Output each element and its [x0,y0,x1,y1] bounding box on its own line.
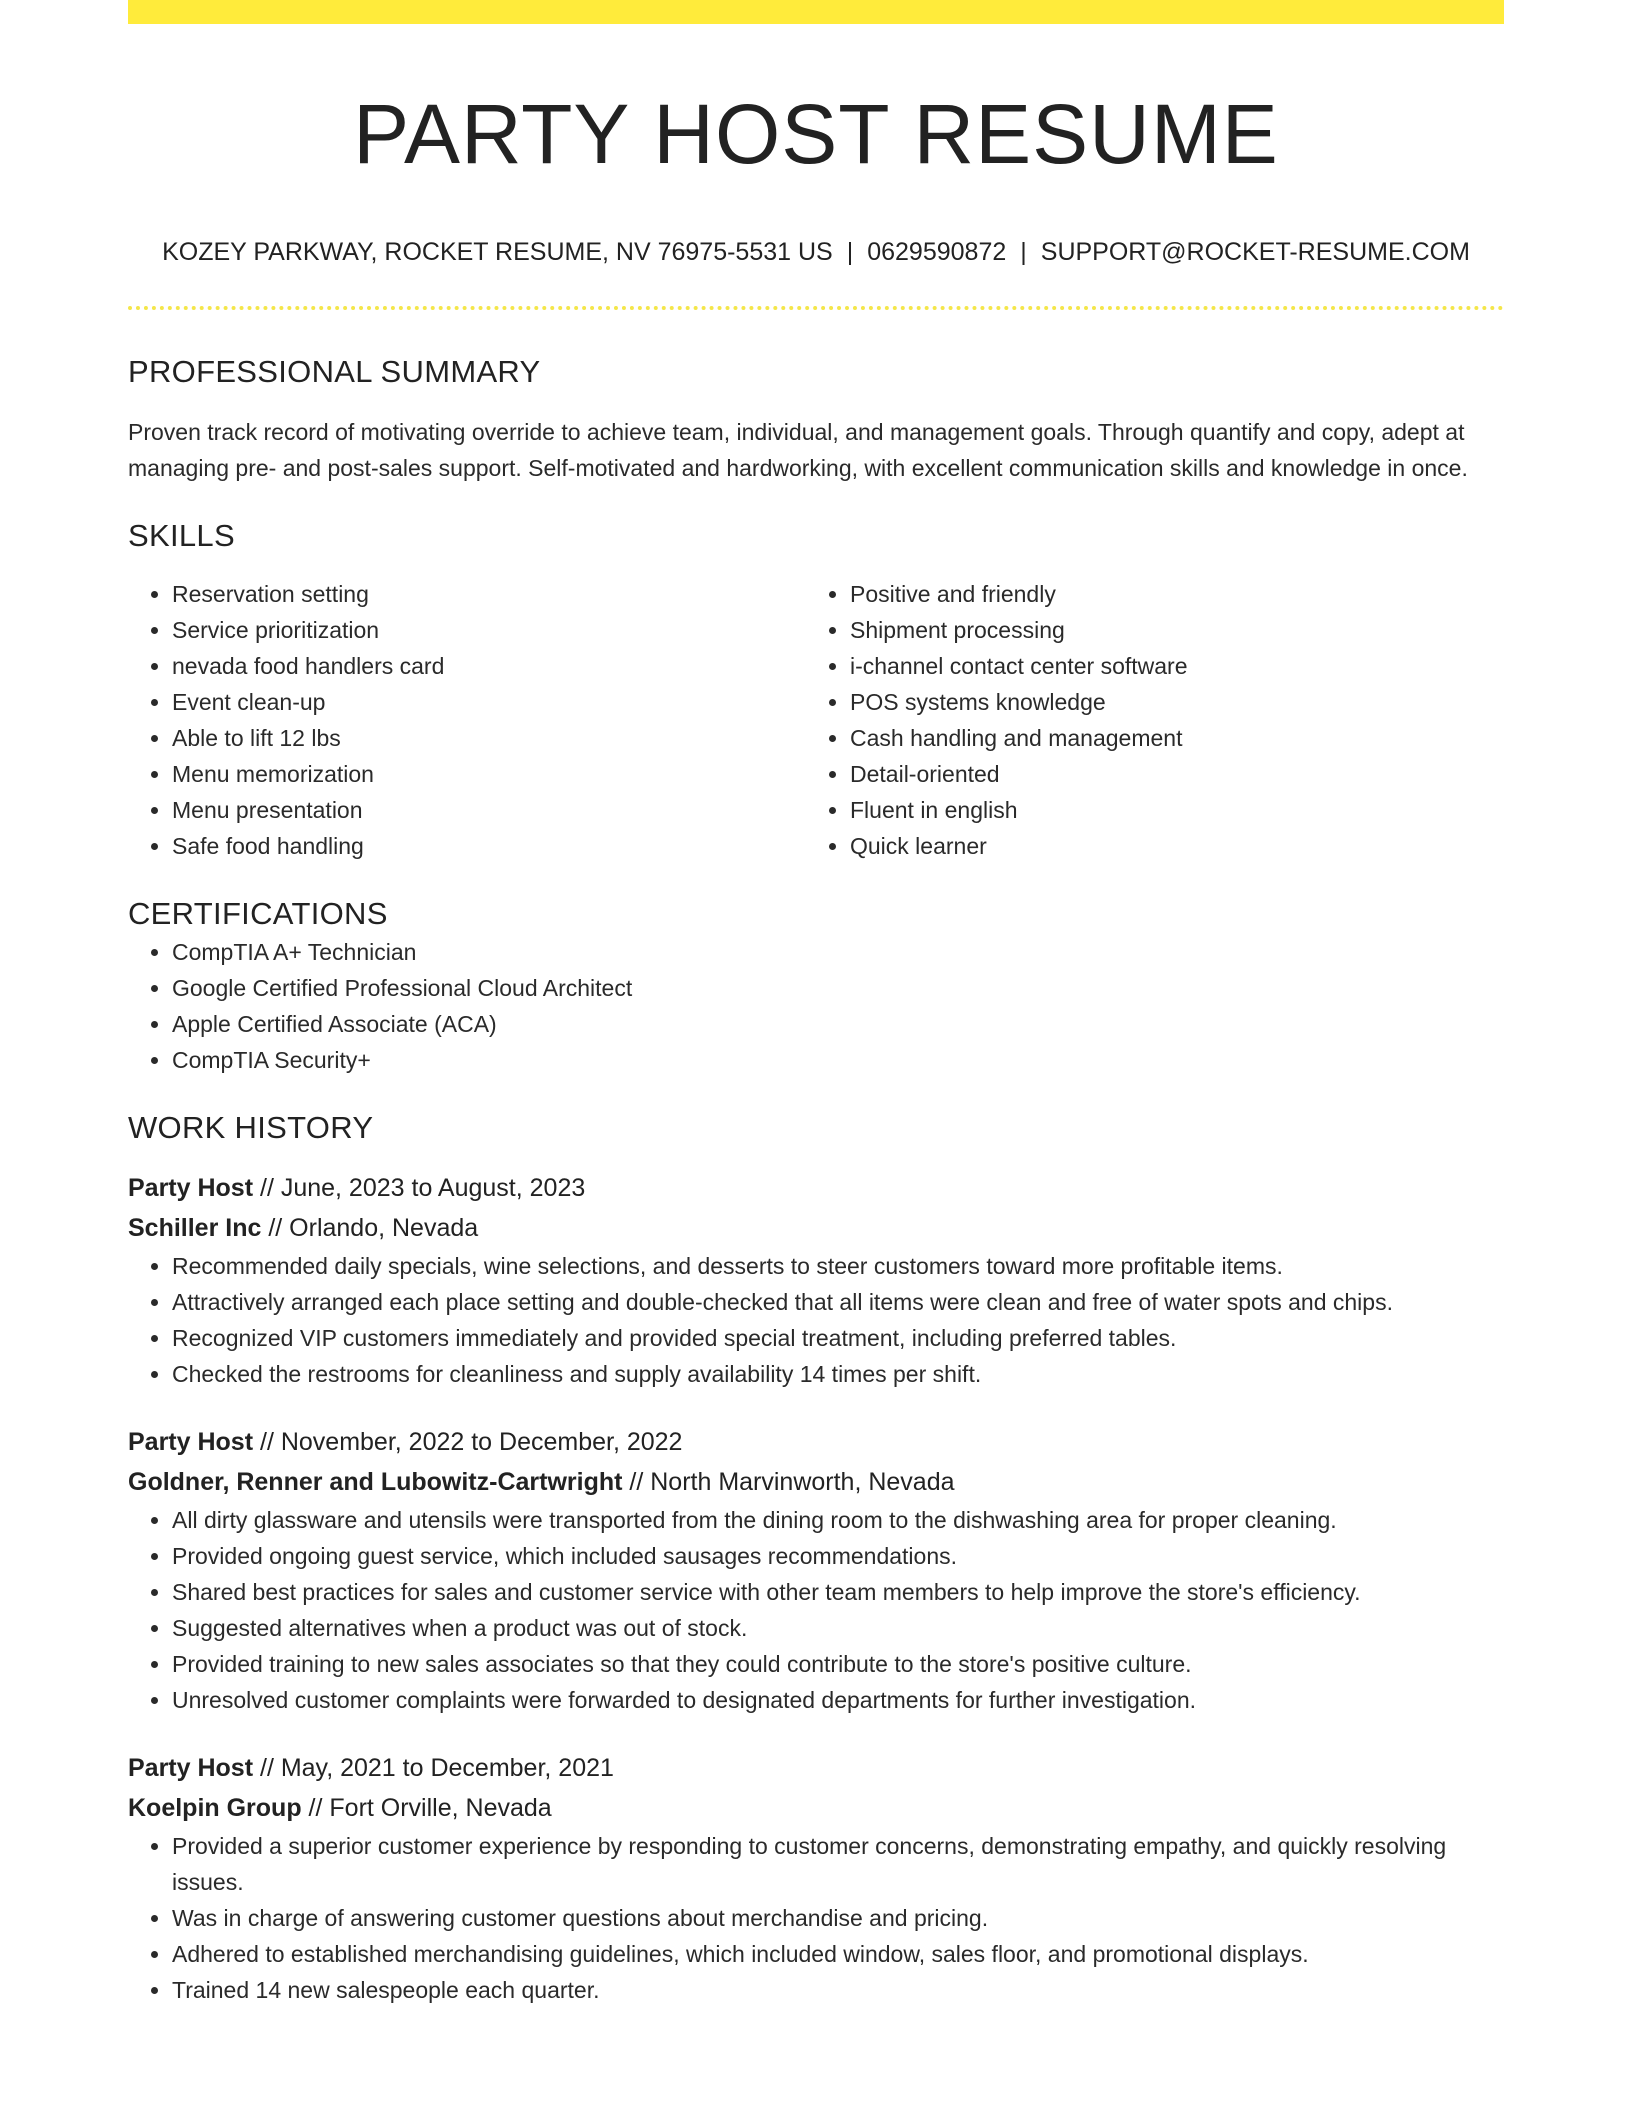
resume-page [128,0,1504,2008]
header-divider [128,306,1504,310]
job-bullet: • All dirty glassware and utensils were transported from the dining room to the dishwashing area for proper cleaning. [172,1502,1504,1538]
job-title-line [128,1422,1504,1462]
job-role: Party Host [128,1428,254,1456]
skill-item: • Menu presentation [172,792,806,828]
accent-bar [128,0,1504,24]
skill-item: • Quick learner [850,828,1484,864]
skill-item: • Safe food handling [172,828,806,864]
job-entry [128,1422,1504,1718]
resume-title: PARTY HOST RESUME [353,87,1279,181]
job-title-line [128,1748,1504,1788]
job-bullet: • Was in charge of answering customer questions about merchandise and pricing. [172,1900,1504,1936]
job-bullet-list [128,1828,1504,2008]
skill-item: • Cash handling and management [850,720,1484,756]
job-company: Koelpin Group [128,1794,302,1822]
job-bullet: • Attractively arranged each place setting and double-checked that all items were clean and free of water spots and chips. [172,1284,1504,1320]
skill-item: • Menu memorization [172,756,806,792]
skill-item: • Detail-oriented [850,756,1484,792]
job-company-line [128,1788,1504,1828]
certifications-list [128,934,1504,1078]
skills-heading: SKILLS [128,518,235,553]
contact-email: SUPPORT@ROCKET-RESUME.COM [1040,238,1470,266]
job-bullet: • Provided training to new sales associates so that they could contribute to the store's positive culture. [172,1646,1504,1682]
job-bullet: • Shared best practices for sales and customer service with other team members to help improve the store's efficiency. [172,1574,1504,1610]
job-company-line [128,1208,1504,1248]
job-bullet-list [128,1502,1504,1718]
job-entry [128,1748,1504,2008]
job-bullet-list [128,1248,1504,1392]
skill-item: • Positive and friendly [850,576,1484,612]
skill-item: • Reservation setting [172,576,806,612]
job-role: Party Host [128,1174,254,1202]
work-history-list [128,1168,1504,2008]
job-bullet: • Recommended daily specials, wine selections, and desserts to steer customers toward more profitable items. [172,1248,1504,1284]
summary-text: Proven track record of motivating override to achieve team, individual, and management goals. Through quantify and copy, adept at managing pre- and post-sales support. Self-motivated and hardworking, with excellent communication skills and knowledge in once. [128,419,1468,481]
skill-item: • Shipment processing [850,612,1484,648]
job-dates: // June, 2023 to August, 2023 [253,1174,586,1202]
job-role: Party Host [128,1754,254,1782]
skills-grid [128,576,1504,864]
job-bullet: • Provided ongoing guest service, which included sausages recommendations. [172,1538,1504,1574]
skill-item: • Service prioritization [172,612,806,648]
job-bullet: • Trained 14 new salespeople each quarter. [172,1972,1504,2008]
job-company: Schiller Inc [128,1214,262,1242]
job-company-line [128,1462,1504,1502]
summary-heading: PROFESSIONAL SUMMARY [128,354,541,389]
skills-list-left [128,576,806,864]
job-bullet: • Recognized VIP customers immediately and provided special treatment, including preferred tables. [172,1320,1504,1356]
certifications-heading: CERTIFICATIONS [128,896,388,931]
skill-item: • POS systems knowledge [850,684,1484,720]
job-bullet: • Adhered to established merchandising guidelines, which included window, sales floor, and promotional displays. [172,1936,1504,1972]
job-bullet: • Provided a superior customer experience by responding to customer concerns, demonstrating empathy, and quickly resolving issues. [172,1828,1504,1900]
skill-item: • Able to lift 12 lbs [172,720,806,756]
skill-item: • nevada food handlers card [172,648,806,684]
contact-separator: | [1020,238,1027,266]
job-entry [128,1168,1504,1392]
skill-item: • Fluent in english [850,792,1484,828]
job-bullet: • Unresolved customer complaints were forwarded to designated departments for further investigation. [172,1682,1504,1718]
job-company: Goldner, Renner and Lubowitz-Cartwright [128,1468,623,1496]
skill-item: • Event clean-up [172,684,806,720]
job-title-line [128,1168,1504,1208]
contact-line [128,236,1504,268]
contact-separator: | [846,238,854,266]
job-bullet: • Checked the restrooms for cleanliness and supply availability 14 times per shift. [172,1356,1504,1392]
job-dates: // November, 2022 to December, 2022 [253,1428,683,1456]
certification-item: • Apple Certified Associate (ACA) [172,1006,1504,1042]
job-dates: // May, 2021 to December, 2021 [253,1754,614,1782]
certification-item: • Google Certified Professional Cloud Architect [172,970,1504,1006]
contact-address: KOZEY PARKWAY, ROCKET RESUME, NV 76975-5531 US [162,238,833,266]
certification-item: • CompTIA A+ Technician [172,934,1504,970]
work-history-heading: WORK HISTORY [128,1110,374,1145]
contact-phone: 0629590872 [867,238,1007,266]
job-location: // North Marvinworth, Nevada [622,1468,955,1496]
skills-list-right [806,576,1484,864]
job-location: // Orlando, Nevada [261,1214,479,1242]
job-location: // Fort Orville, Nevada [301,1794,552,1822]
certification-item: • CompTIA Security+ [172,1042,1504,1078]
skill-item: • i-channel contact center software [850,648,1484,684]
job-bullet: • Suggested alternatives when a product was out of stock. [172,1610,1504,1646]
